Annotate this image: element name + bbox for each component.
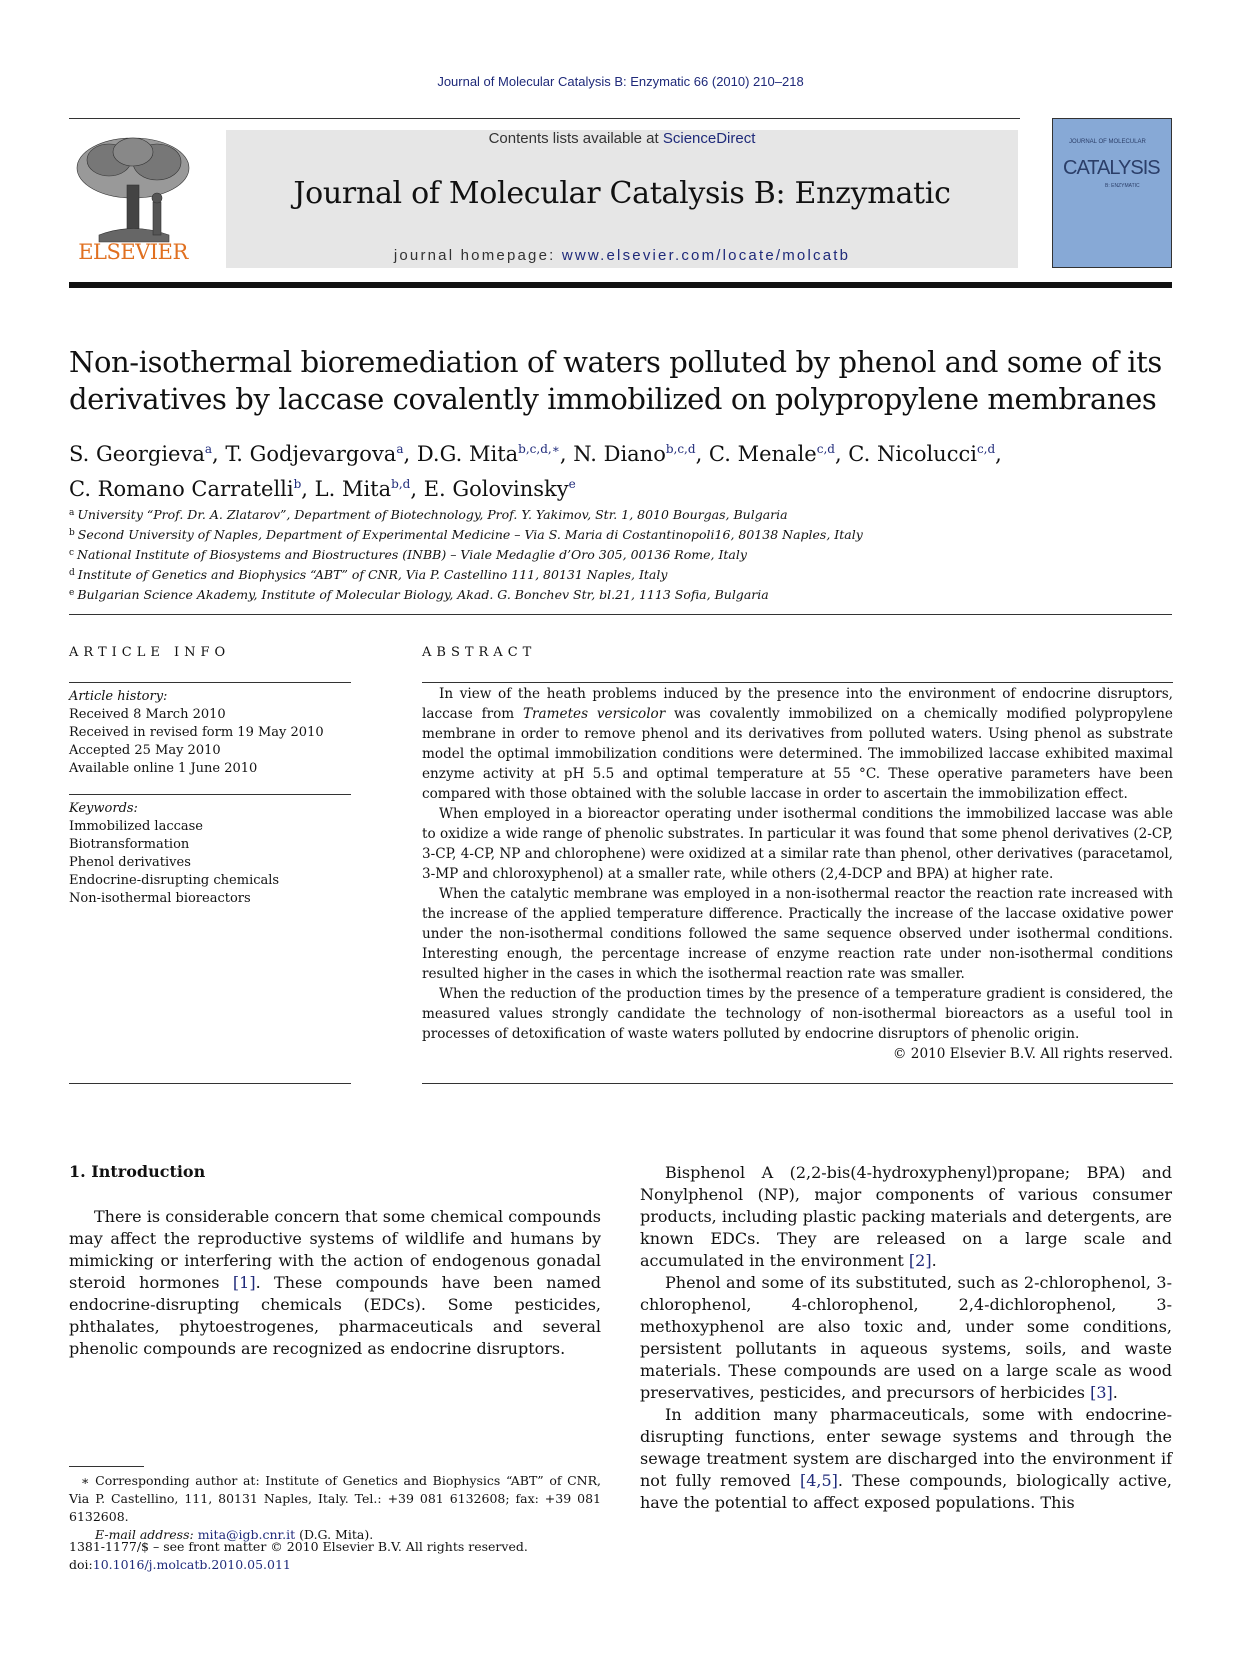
author-name: T. Godjevargova	[225, 442, 397, 466]
author-affil-sup[interactable]: c,d	[976, 442, 996, 456]
abstract-paragraph	[422, 684, 1173, 804]
body-paragraph	[640, 1272, 1172, 1404]
doi-link[interactable]: 10.1016/j.molcatb.2010.05.011	[92, 1557, 291, 1572]
cover-small-text: JOURNAL OF MOLECULAR	[1069, 139, 1146, 145]
footnote-rule	[69, 1466, 144, 1467]
body-text: Phenol and some of its substituted, such as 2-chlorophenol, 3-chlorophenol, 4-chlorophenol, 2,4-dichlorophenol, 3-methoxyphenol are also toxic and, under some conditions, persistent pollutants in aqueous systems, soils, and waste materials. These compounds are used on a large scale as wood preservatives, pesticides, and precursors of herbicides	[640, 1273, 1172, 1402]
affiliation-key: e	[69, 588, 75, 598]
header-rule	[69, 118, 1020, 119]
author-name: E. Golovinsky	[423, 477, 569, 501]
keyword-item: Non-isothermal bioreactors	[69, 891, 251, 906]
author-name: N. Diano	[573, 442, 666, 466]
journal-cover-thumbnail[interactable]	[1052, 118, 1172, 268]
affiliation-key: d	[69, 568, 75, 578]
author-sep: ,	[834, 442, 849, 466]
body-paragraph	[640, 1162, 1172, 1272]
affiliation-key: b	[69, 528, 75, 538]
keyword-item: Immobilized laccase	[69, 819, 203, 834]
author-name: C. Menale	[708, 442, 817, 466]
keyword-item: Endocrine-disrupting chemicals	[69, 873, 280, 888]
doi-line	[69, 1556, 669, 1574]
author-name: L. Mita	[314, 477, 392, 501]
article-info-bottom-rule	[69, 1083, 351, 1084]
author-affil-sup[interactable]: b,c,d	[665, 442, 696, 456]
author-sep: ,	[559, 442, 574, 466]
title-line-1: Non-isothermal bioremediation of waters polluted by phenol and some of its	[69, 345, 1162, 379]
affiliation-key: c	[69, 548, 75, 558]
cover-sub-text: B: ENZYMATIC	[1105, 183, 1140, 189]
abstract-heading: ABSTRACT	[422, 645, 537, 660]
body-paragraph	[640, 1404, 1172, 1514]
author-sep: ,	[212, 442, 226, 466]
author-affil-sup[interactable]: b	[293, 477, 302, 491]
author-affil-sup[interactable]: c,d	[816, 442, 835, 456]
journal-reference[interactable]: Journal of Molecular Catalysis B: Enzymatic 66 (2010) 210–218	[437, 74, 804, 89]
author-sep: ,	[410, 477, 424, 501]
article-info-heading: ARTICLE INFO	[69, 645, 231, 660]
affiliation-item	[69, 564, 1179, 584]
body-text: . These compounds have been named endocrine-disrupting chemicals (EDCs). Some pesticides, phthalates, phytoestrogenes, pharmaceuticals and several phenolic compounds are recognized as endocrine disruptors.	[69, 1273, 602, 1358]
author-line-1	[69, 434, 1179, 469]
body-text: . These compounds, biologically active, have the potential to affect exposed populations. This	[640, 1471, 1173, 1512]
keyword-item: Biotransformation	[69, 837, 190, 852]
author-name: D.G. Mita	[416, 442, 519, 466]
keyword-item: Phenol derivatives	[69, 855, 191, 870]
history-item: Available online 1 June 2010	[69, 761, 258, 776]
author-affil-sup[interactable]: a	[396, 442, 404, 456]
homepage-prefix: journal homepage:	[393, 247, 562, 264]
author-name: C. Romano Carratelli	[69, 477, 294, 501]
corresponding-author-footnote	[69, 1472, 601, 1544]
intro-left-column	[69, 1206, 601, 1360]
sciencedirect-link[interactable]: ScienceDirect	[662, 130, 756, 147]
email-label: E-mail address:	[95, 1527, 198, 1542]
author-sep: ,	[695, 442, 709, 466]
affiliation-item	[69, 524, 1179, 544]
author-list	[69, 434, 1179, 504]
abstract-paragraph: When employed in a bioreactor operating under isothermal conditions the immobilized laccase was able to oxidize a wide range of phenolic substrates. In particular it was found that some phenol derivatives (2-CP, 3-CP, 4-CP, NP and chlorophene) were oxidized at a similar rate than phenol, other derivatives (paracetamol, 3-MP and chloroxyphenol) at a smaller rate, while others (2,4-DCP and BPA) at higher rate.	[422, 806, 1173, 882]
author-name: C. Nicolucci	[848, 442, 977, 466]
body-paragraph	[69, 1206, 601, 1360]
abstract-copyright: © 2010 Elsevier B.V. All rights reserved.	[892, 1046, 1173, 1062]
homepage-link[interactable]: www.elsevier.com/locate/molcatb	[561, 247, 851, 264]
author-affil-sup[interactable]: b,d	[391, 477, 411, 491]
history-label: Article history:	[69, 689, 168, 704]
citation-link[interactable]: [1]	[232, 1273, 256, 1292]
author-line-2	[69, 469, 1179, 504]
abstract-paragraph: When the reduction of the production times by the presence of a temperature gradient is considered, the measured values strongly candidate the technology of non-isothermal bioreactors as a useful tool in processes of detoxification of waste waters polluted by endocrine disruptors of phenolic origin.	[422, 986, 1173, 1042]
author-affil-sup[interactable]: a	[204, 442, 212, 456]
affiliation-item	[69, 504, 1179, 524]
affiliation-text: National Institute of Biosystems and Biostructures (INBB) – Viale Medaglie d’Oro 305, 00136 Rome, Italy	[77, 547, 747, 562]
issn-line: 1381-1177/$ – see front matter © 2010 Elsevier B.V. All rights reserved.	[69, 1539, 528, 1554]
abstract-bottom-rule	[422, 1083, 1173, 1084]
elsevier-logo[interactable]	[69, 130, 197, 270]
author-sep: ,	[301, 477, 315, 501]
email-link[interactable]: mita@igb.cnr.it	[197, 1527, 296, 1542]
affiliation-text: University “Prof. Dr. A. Zlatarov”, Department of Biotechnology, Prof. Y. Yakimov, Str. 1, 8010 Bourgas, Bulgaria	[77, 507, 788, 522]
abstract-text: In view of the heath problems induced by the presence into the environment of endocrine disruptors, laccase from	[422, 686, 1173, 722]
affiliation-text: Institute of Genetics and Biophysics “ABT” of CNR, Via P. Castellino 111, 80131 Naples, Italy	[77, 567, 668, 582]
affiliation-key: a	[69, 508, 75, 518]
header-thick-rule	[69, 282, 1172, 288]
author-sep: ,	[403, 442, 417, 466]
history-item: Received 8 March 2010	[69, 707, 226, 722]
keywords-block	[69, 800, 351, 908]
doi-label: doi:	[69, 1557, 93, 1572]
author-affil-sup[interactable]: b,c,d,∗	[518, 442, 560, 456]
article-info-rule	[69, 682, 351, 683]
contents-line	[226, 130, 1018, 147]
email-suffix: (D.G. Mita).	[295, 1527, 374, 1542]
citation-link[interactable]: [3]	[1090, 1383, 1113, 1402]
author-affil-sup[interactable]: e	[568, 477, 576, 491]
affiliation-item	[69, 584, 1179, 604]
elsevier-wordmark: ELSEVIER	[78, 240, 188, 264]
body-text: There is considerable concern that some chemical compounds may affect the reproductive systems of wildlife and humans by mimicking or interfering with the action of endogenous gonadal steroid hormones	[69, 1207, 601, 1292]
affiliation-text: Bulgarian Science Akademy, Institute of Molecular Biology, Akad. G. Bonchev Str, bl.21, 1113 Sofia, Bulgaria	[77, 587, 769, 602]
title-line-2: derivatives by laccase covalently immobilized on polypropylene membranes	[69, 382, 1157, 416]
corresponding-text: ∗ Corresponding author at: Institute of Genetics and Biophysics “ABT” of CNR, Via P. Castellino, 111, 80131 Naples, Italy. Tel.: +39 081 6132608; fax: +39 081 6132608.	[69, 1473, 601, 1524]
body-text: Bisphenol A (2,2-bis(4-hydroxyphenyl)propane; BPA) and Nonylphenol (NP), major components of various consumer products, including plastic packing materials and detergents, are known EDCs. They are released on a large scale and accumulated in the environment	[640, 1163, 1172, 1270]
front-matter-footer	[69, 1538, 669, 1574]
abstract-rule	[422, 682, 1173, 683]
history-item: Accepted 25 May 2010	[69, 743, 221, 758]
abstract-paragraph: When the catalytic membrane was employed in a non-isothermal reactor the reaction rate increased with the increase of the applied temperature difference. Practically the increase of the laccase oxidative power under the non-isothermal conditions followed the same sequence observed under isothermal conditions. Interesting enough, the percentage increase of enzyme reaction rate under non-isothermal conditions resulted higher in the cases in which the isothermal reaction rate was smaller.	[422, 886, 1173, 982]
citation-link[interactable]: [2]	[908, 1251, 932, 1270]
author-sep: ,	[995, 442, 1002, 466]
body-text: .	[1112, 1383, 1118, 1402]
article-history	[69, 688, 351, 778]
affiliation-text: Second University of Naples, Department of Experimental Medicine – Via S. Maria di Costantinopoli16, 80138 Naples, Italy	[77, 527, 863, 542]
citation-link[interactable]: [4,5]	[799, 1471, 838, 1490]
journal-banner	[226, 130, 1018, 268]
contents-prefix: Contents lists available at	[488, 130, 663, 147]
body-text: .	[931, 1251, 937, 1270]
abstract-body	[422, 684, 1173, 1064]
keywords-rule	[69, 794, 351, 795]
author-name: S. Georgieva	[69, 442, 205, 466]
history-item: Received in revised form 19 May 2010	[69, 725, 324, 740]
article-title	[69, 344, 1179, 418]
affiliation-list	[69, 504, 1179, 604]
homepage-line	[226, 247, 1018, 264]
section-divider	[69, 614, 1172, 615]
intro-right-column	[640, 1162, 1172, 1514]
body-text: In addition many pharmaceuticals, some with endocrine-disrupting functions, enter sewage systems and through the sewage treatment system are discharged into the environment if not fully removed	[640, 1405, 1172, 1490]
journal-title: Journal of Molecular Catalysis B: Enzymatic	[293, 176, 951, 211]
species-name: Trametes versicolor	[522, 706, 666, 722]
section-heading-introduction: 1. Introduction	[69, 1162, 206, 1181]
cover-title-text: CATALYSIS	[1063, 157, 1160, 179]
affiliation-item	[69, 544, 1179, 564]
keywords-label: Keywords:	[69, 801, 138, 816]
abstract-text: was covalently immobilized on a chemically modified polypropylene membrane in order to remove phenol and its derivatives from polluted waters. Using phenol as substrate model the optimal immobilization conditions were determined. The immobilized laccase exhibited maximal enzyme activity at pH 5.5 and optimal temperature at 55 °C. These operative parameters have been compared with those obtained with the soluble laccase in order to ascertain the immobilization effect.	[422, 706, 1173, 802]
